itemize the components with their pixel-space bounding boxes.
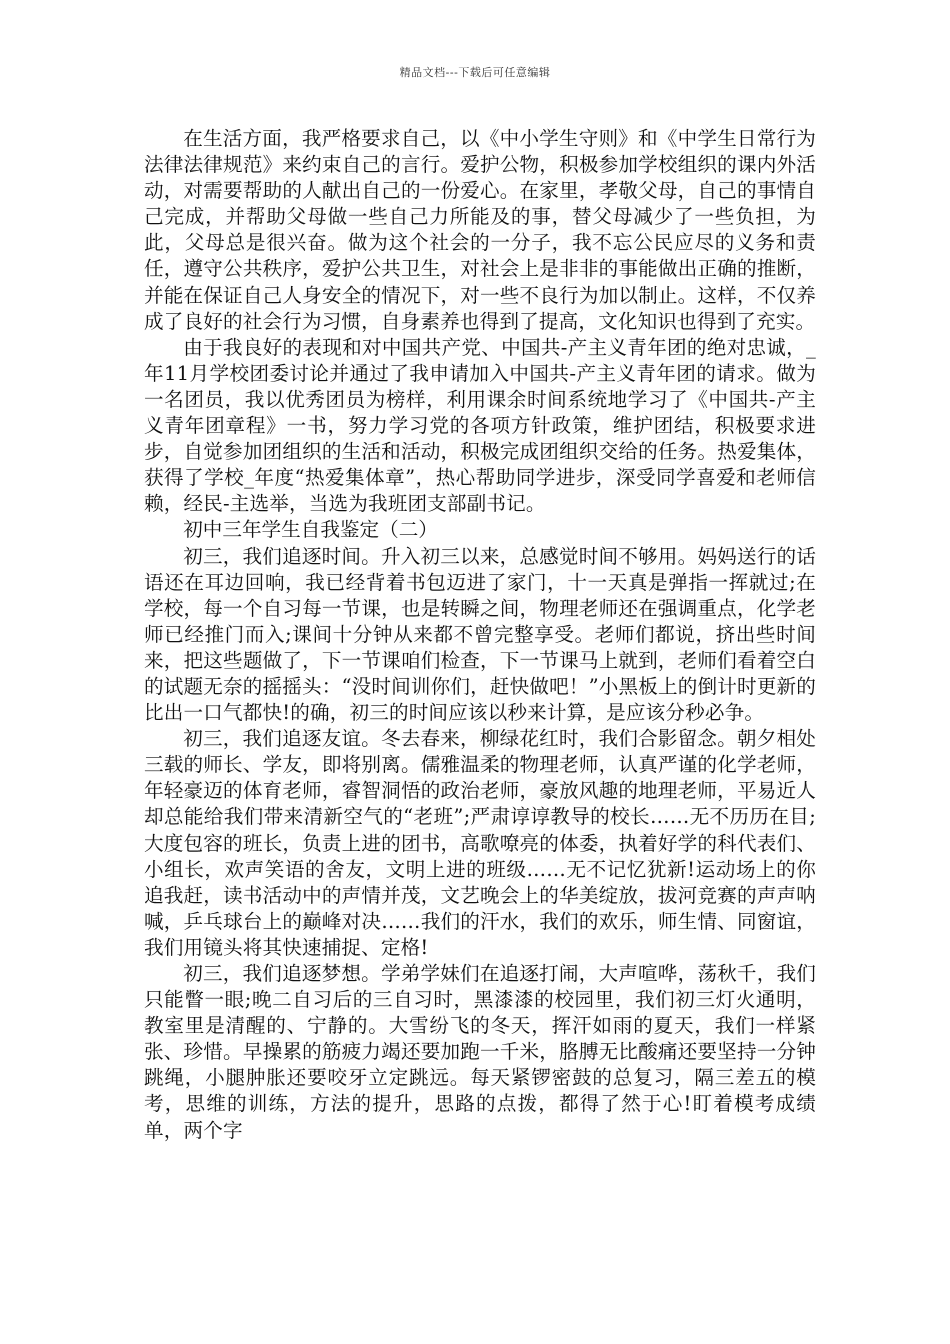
paragraph-life-conduct: 在生活方面，我严格要求自己，以《中小学生守则》和《中学生日常行为法律法律规范》来约束自己的言行。爱护公物，积极参加学校组织的课内外活动，对需要帮助的人献出自己的一份爱心。在家里，孝敬父母，自己的事情自己完成，并帮助父母做一些自己力所能及的事，替父母减少了一些负担，为此，父母总是很兴奋。做为这个社会的一分子，我不忘公民应尽的义务和责任，遵守公共秩序，爱护公共卫生，对社会上是非非的事能做出正确的推断，并能在保证自己人身安全的情况下，对一些不良行为加以制止。这样，不仅养成了良好的社会行为习惯，自身素养也得到了提高，文化知识也得到了充实。: [144, 127, 816, 333]
paragraph-chasing-dreams: 初三，我们追逐梦想。学弟学妹们在追逐打闹，大声喧哗，荡秋千，我们只能瞥一眼;晚二自习后的三自习时，黑漆漆的校园里，我们初三灯火通明，教室里是清醒的、宁静的。大雪纷飞的冬天，挥汗如雨的夏天，我们一样紧张、珍惜。早操累的筋疲力竭还要加跑一千米，胳膊无比酸痛还要坚持一分钟跳绳，小腿肿胀还要咬牙立定跳远。每天紧锣密鼓的总复习，隔三差五的模考，思维的训练，方法的提升，思路的点拨，都得了然于心!盯着模考成绩单，两个字: [144, 962, 816, 1142]
page-header: 精品文档---下载后可任意编辑: [399, 66, 551, 79]
document-body: [144, 126, 816, 1144]
paragraph-league-membership: 由于我良好的表现和对中国共产党、中国共-产主义青年团的绝对忠诚，_年11月学校团委讨论并通过了我申请加入中国共-产主义青年团的请求。做为一名团员，我以优秀团员为榜样，利用课余时间系统地学习了《中国共-产主义青年团章程》一书，努力学习党的各项方针政策，维护团结，积极要求进步，自觉参加团组织的生活和活动，积极完成团组织交给的任务。热爱集体，获得了学校_年度“热爱集体章”，热心帮助同学进步，深受同学喜爱和老师信赖，经民-主选举，当选为我班团支部副书记。: [144, 335, 816, 516]
paragraph-chasing-time: 初三，我们追逐时间。升入初三以来，总感觉时间不够用。妈妈送行的话语还在耳边回响，我已经背着书包迈进了家门，十一天真是弹指一挥就过;在学校，每一个自习每一节课，也是转瞬之间，物理老师还在强调重点，化学老师已经推门而入;课间十分钟从来都不曾完整享受。老师们都说，挤出些时间来，把这些题做了，下一节课咱们检查，下一节课马上就到，老师们看着空白的试题无奈的摇摇头：“没时间训你们，赶快做吧！”小黑板上的倒计时更新的比出一口气都快!的确，初三的时间应该以秒来计算，是应该分秒必争。: [144, 544, 816, 725]
paragraph-chasing-friendship: 初三，我们追逐友谊。冬去春来，柳绿花红时，我们合影留念。朝夕相处三载的师长、学友，即将别离。儒雅温柔的物理老师，认真严谨的化学老师，年轻豪迈的体育老师，睿智洞悟的政治老师，豪放风趣的地理老师，平易近人却总能给我们带来清新空气的“老班”;严肃谆谆教导的校长……无不历历在目;大度包容的班长，负责上进的团书，高歌嘹亮的体委，执着好学的科代表们、小组长，欢声笑语的舍友，文明上进的班级……无不记忆犹新!运动场上的你追我赶，读书活动中的声情并茂，文艺晚会上的华美绽放，拔河竞赛的声声呐喊，乒乓球台上的巅峰对决……我们的汗水，我们的欢乐，师生情、同窗谊，我们用镜头将其快速捕捉、定格!: [144, 727, 816, 959]
section-subtitle: 初中三年学生自我鉴定（二）: [183, 518, 438, 542]
